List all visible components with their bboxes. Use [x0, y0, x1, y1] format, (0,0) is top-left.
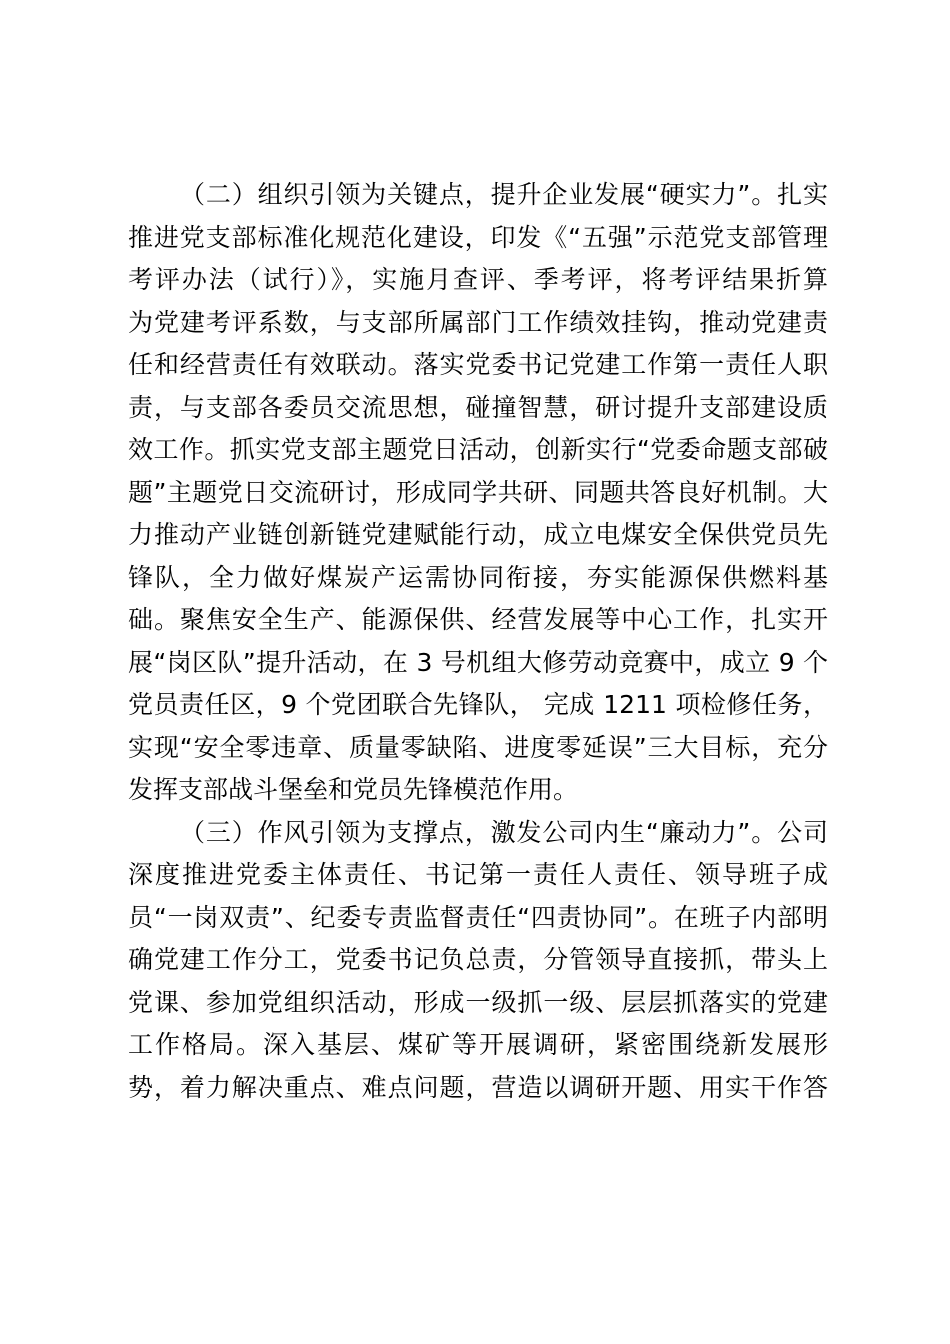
paragraph-line: （三）作风引领为支撑点，激发公司内生“廉动力”。公司: [180, 817, 828, 847]
paragraph-line: 效工作。抓实党支部主题党日活动，创新实行“党委命题支部破: [128, 435, 828, 464]
paragraph-line: 锋队，全力做好煤炭产运需协同衔接，夯实能源保供燃料基: [128, 562, 828, 592]
paragraph-section-3: [128, 812, 828, 1110]
paragraph-line: 工作格局。深入基层、煤矿等开展调研，紧密围绕新发展形: [128, 1030, 828, 1059]
paragraph-line: 确党建工作分工，党委书记负总责，分管领导直接抓，带头上: [128, 945, 828, 974]
paragraph-line: 发挥支部战斗堡垒和党员先锋模范作用。: [128, 775, 579, 804]
paragraph-line: 势，着力解决重点、难点问题，营造以调研开题、用实干作答: [128, 1072, 828, 1102]
paragraph-line: 任和经营责任有效联动。落实党委书记党建工作第一责任人职: [128, 350, 828, 379]
paragraph-line: 考评办法（试行）》，实施月查评、季考评，将考评结果折算: [128, 265, 828, 294]
paragraph-line: （二）组织引领为关键点，提升企业发展“硬实力”。扎实: [180, 180, 828, 209]
paragraph-line: 推进党支部标准化规范化建设，印发《“五强”示范党支部管理: [128, 222, 828, 252]
paragraph-line: 展“岗区队”提升活动，在 3 号机组大修劳动竞赛中，成立 9 个: [128, 647, 828, 677]
paragraph-line: 题”主题党日交流研讨，形成同学共研、同题共答良好机制。大: [128, 477, 828, 507]
paragraph-line: 党课、参加党组织活动，形成一级抓一级、层层抓落实的党建: [128, 987, 828, 1017]
paragraph-section-2: [128, 174, 828, 812]
paragraph-line: 员“一岗双责”、纪委专责监督责任“四责协同”。在班子内部明: [128, 902, 828, 932]
paragraph-line: 力推动产业链创新链党建赋能行动，成立电煤安全保供党员先: [128, 520, 828, 549]
paragraph-line: 责，与支部各委员交流思想，碰撞智慧，研讨提升支部建设质: [128, 392, 828, 422]
paragraph-line: 党员责任区，9 个党团联合先锋队， 完成 1211 项检修任务，: [128, 690, 828, 719]
paragraph-line: 为党建考评系数，与支部所属部门工作绩效挂钩，推动党建责: [128, 307, 828, 337]
document-body: [128, 174, 828, 1109]
paragraph-line: 实现“安全零违章、质量零缺陷、进度零延误”三大目标，充分: [128, 732, 828, 762]
paragraph-line: 深度推进党委主体责任、书记第一责任人责任、领导班子成: [128, 860, 828, 889]
paragraph-line: 础。聚焦安全生产、能源保供、经营发展等中心工作，扎实开: [128, 605, 828, 634]
